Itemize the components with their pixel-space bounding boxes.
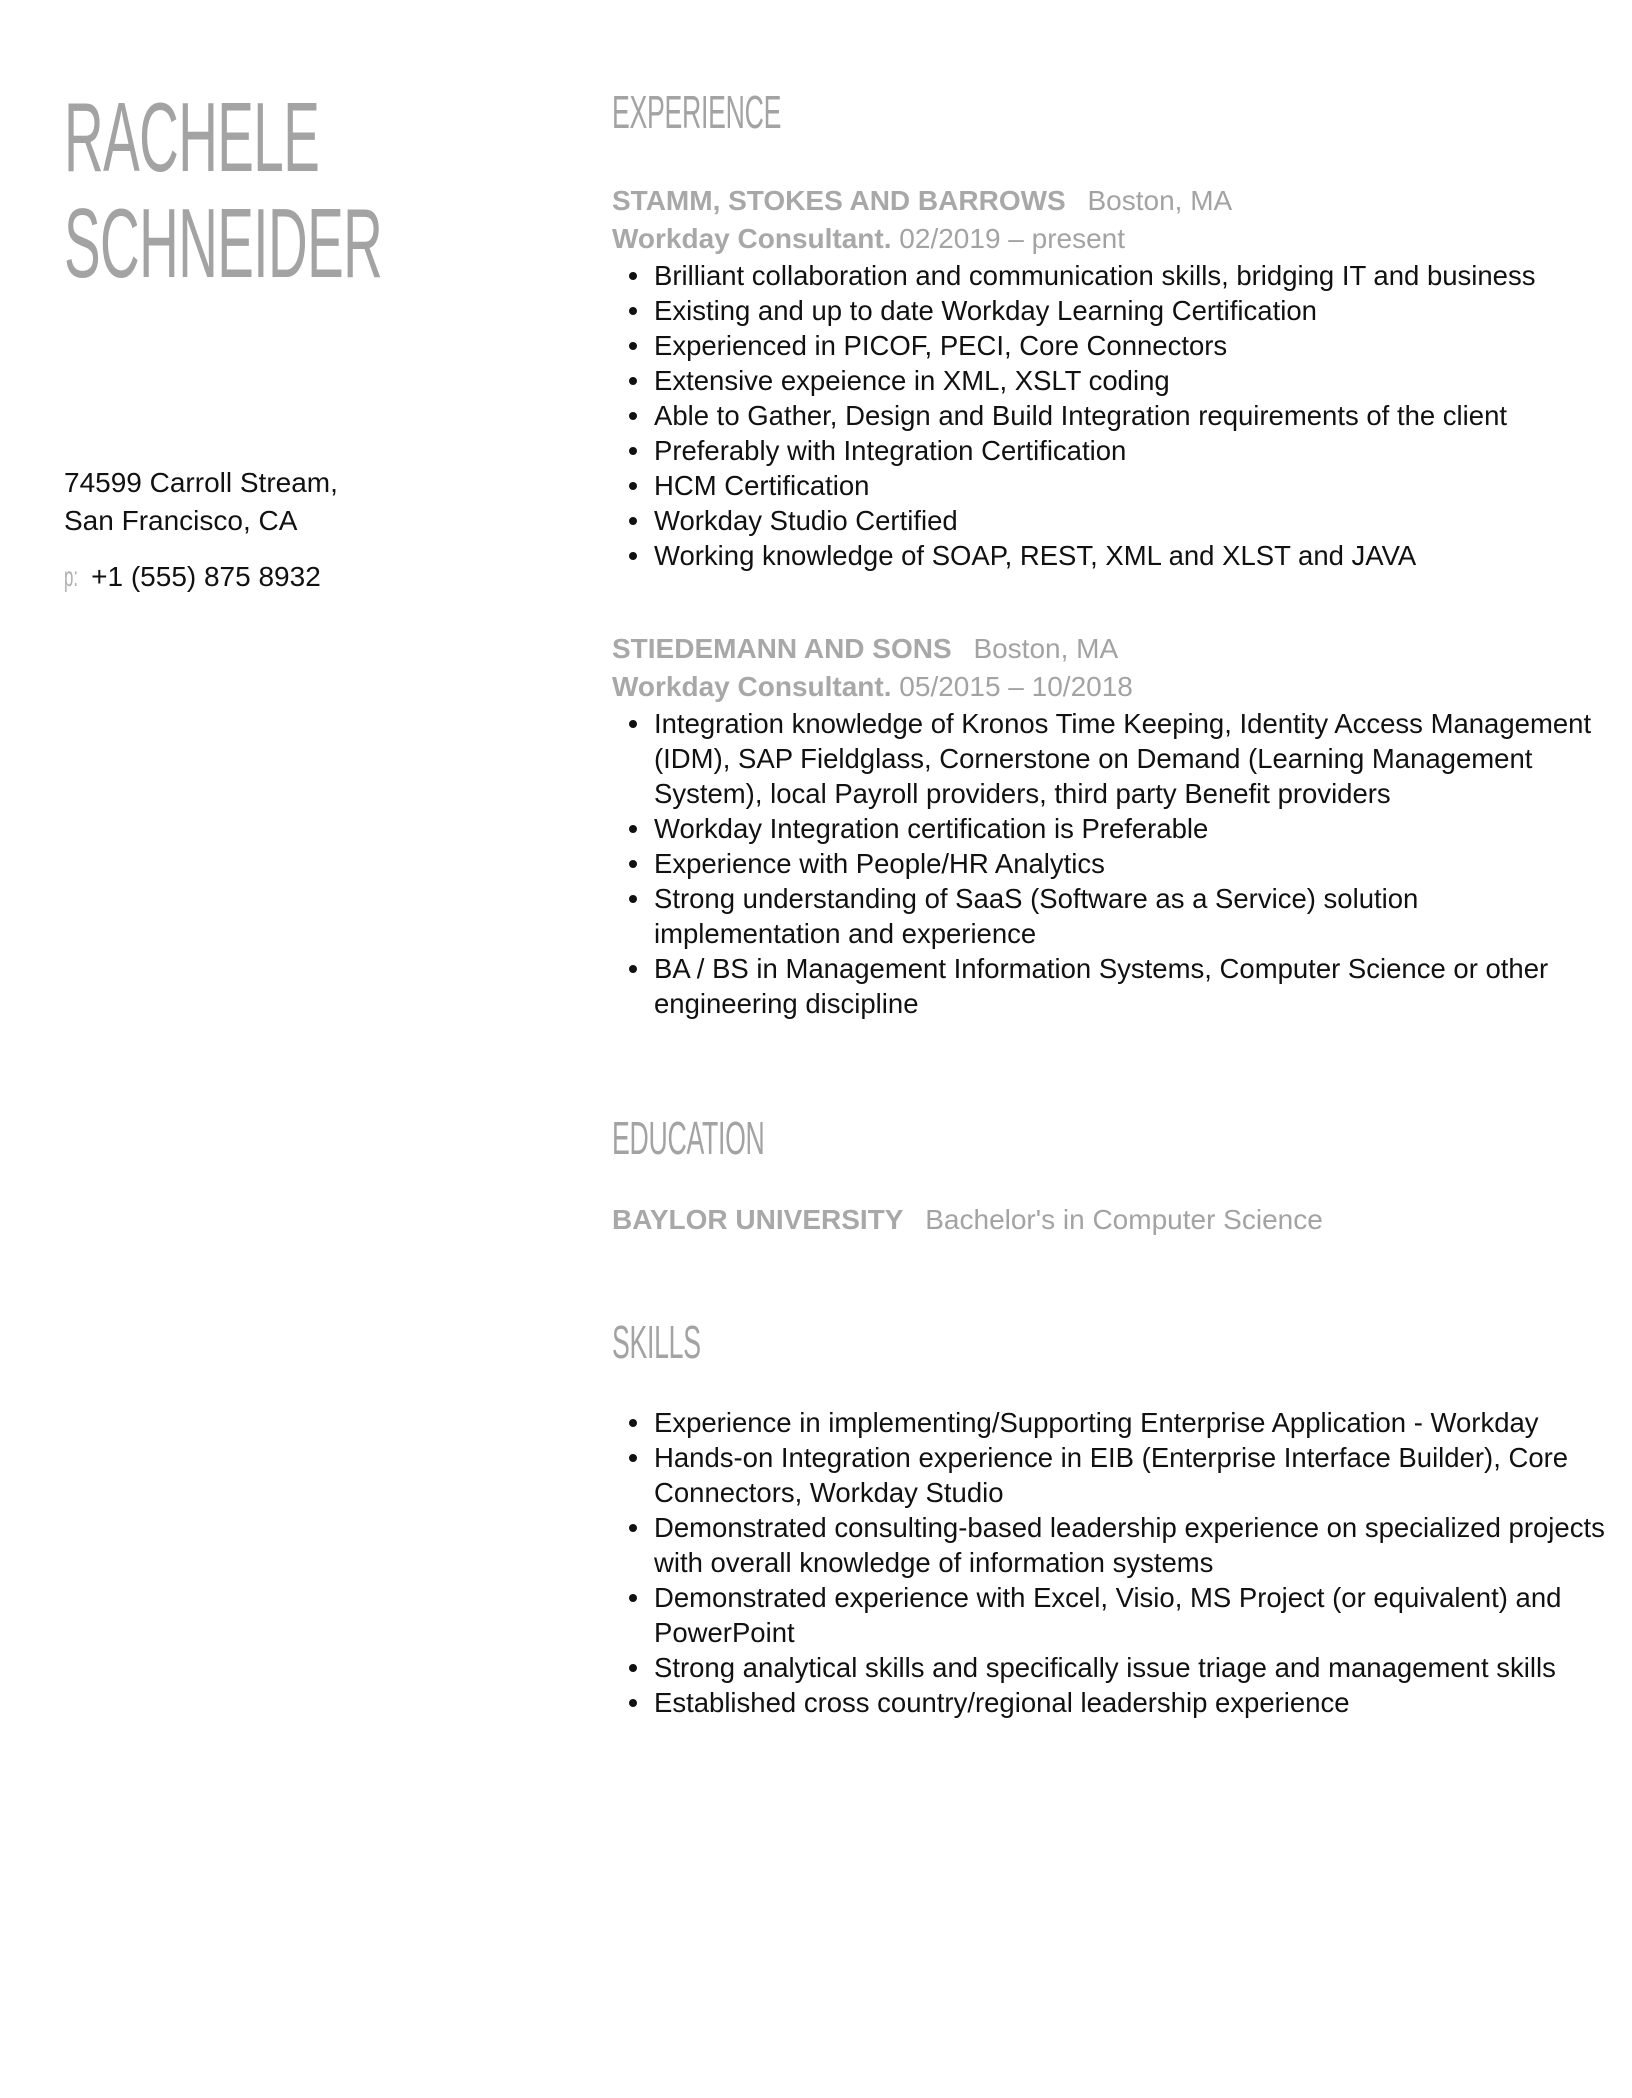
list-item: HCM Certification — [612, 468, 1612, 503]
address — [64, 464, 338, 540]
job-title-line — [612, 668, 1612, 706]
job-dates: 05/2015 – 10/2018 — [899, 671, 1133, 702]
list-item: Experience in implementing/Supporting Enterprise Application - Workday — [612, 1405, 1612, 1440]
list-item: Strong understanding of SaaS (Software as a Service) solution implementation and experience — [612, 881, 1612, 951]
job-company: STIEDEMANN AND SONS — [612, 633, 952, 664]
candidate-name — [64, 82, 383, 298]
list-item: Demonstrated experience with Excel, Visio, MS Project (or equivalent) and PowerPoint — [612, 1580, 1612, 1650]
job-title-line — [612, 220, 1612, 258]
profile-column — [64, 82, 544, 592]
skills-bullets — [612, 1405, 1612, 1720]
skills-heading: SKILLS — [612, 1316, 701, 1368]
list-item: Workday Studio Certified — [612, 503, 1612, 538]
list-item: Preferably with Integration Certification — [612, 433, 1612, 468]
list-item: Experienced in PICOF, PECI, Core Connectors — [612, 328, 1612, 363]
list-item: Integration knowledge of Kronos Time Keeping, Identity Access Management (IDM), SAP Fieldglass, Cornerstone on Demand (Learning Management System), local Payroll providers, third party Benefit providers — [612, 706, 1612, 811]
address-street: 74599 Carroll Stream, — [64, 467, 338, 498]
job-location: Boston, MA — [1087, 185, 1233, 216]
job-entry — [612, 182, 1612, 573]
list-item: Extensive expeience in XML, XSLT coding — [612, 363, 1612, 398]
list-item: Demonstrated consulting-based leadership experience on specialized projects with overall knowledge of information systems — [612, 1510, 1612, 1580]
job-bullets — [612, 706, 1612, 1021]
list-item: BA / BS in Management Information Systems, Computer Science or other engineering discipline — [612, 951, 1612, 1021]
job-company-line — [612, 182, 1612, 220]
list-item: Brilliant collaboration and communication skills, bridging IT and business — [612, 258, 1612, 293]
education-school: BAYLOR UNIVERSITY — [612, 1204, 904, 1235]
list-item: Hands-on Integration experience in EIB (Enterprise Interface Builder), Core Connectors, Workday Studio — [612, 1440, 1612, 1510]
address-city: San Francisco, CA — [64, 505, 298, 536]
job-dates: 02/2019 – present — [899, 223, 1126, 254]
phone-label: p: — [64, 561, 79, 592]
job-company: STAMM, STOKES AND BARROWS — [612, 185, 1066, 216]
job-bullets — [612, 258, 1612, 573]
list-item: Able to Gather, Design and Build Integration requirements of the client — [612, 398, 1612, 433]
phone-number: +1 (555) 875 8932 — [91, 561, 321, 592]
list-item: Workday Integration certification is Preferable — [612, 811, 1612, 846]
list-item: Established cross country/regional leadership experience — [612, 1685, 1612, 1720]
job-location: Boston, MA — [973, 633, 1119, 664]
education-heading: EDUCATION — [612, 1112, 765, 1164]
list-item: Experience with People/HR Analytics — [612, 846, 1612, 881]
name-last: SCHNEIDER — [64, 188, 383, 298]
list-item: Working knowledge of SOAP, REST, XML and XLST and JAVA — [612, 538, 1612, 573]
skills-list-wrapper — [612, 1405, 1612, 1720]
name-first: RACHELE — [64, 82, 320, 192]
job-title: Workday Consultant. — [612, 671, 892, 702]
phone — [64, 558, 321, 596]
experience-heading: EXPERIENCE — [612, 86, 782, 138]
education-entry — [612, 1201, 1323, 1239]
job-title: Workday Consultant. — [612, 223, 892, 254]
job-entry — [612, 630, 1612, 1021]
education-degree: Bachelor's in Computer Science — [925, 1204, 1323, 1235]
list-item: Existing and up to date Workday Learning Certification — [612, 293, 1612, 328]
list-item: Strong analytical skills and specifically issue triage and management skills — [612, 1650, 1612, 1685]
job-company-line — [612, 630, 1612, 668]
